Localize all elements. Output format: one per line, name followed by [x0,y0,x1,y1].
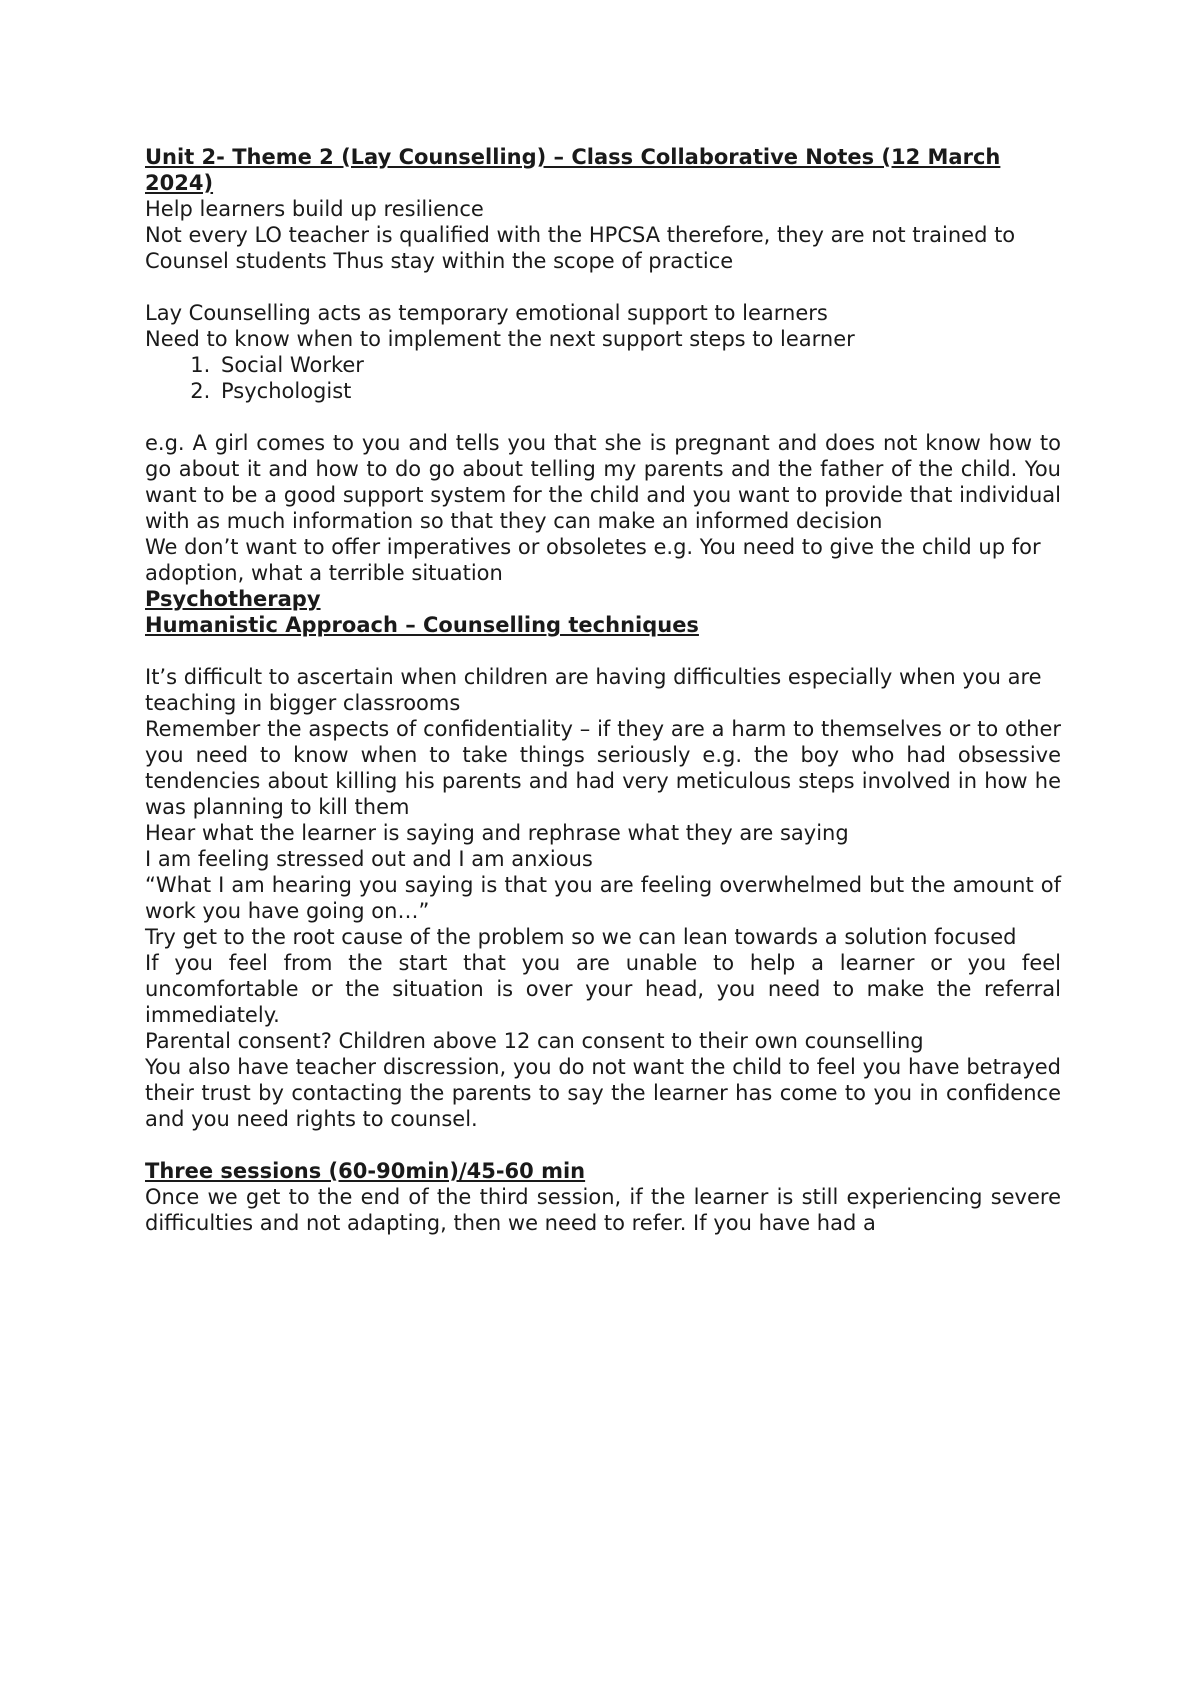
heading-humanistic: Humanistic Approach – Counselling techniques [145,613,699,637]
support-steps-list [145,352,1061,404]
document-title: Unit 2- Theme 2 (Lay Counselling) – Class Collaborative Notes (12 March 2024) [145,145,1001,195]
confidentiality-paragraph: Remember the aspects of confidentiality – if they are a harm to themselves or to other you need to know when to take things seriously e.g. the boy who had obsessive tendencies about killing his parents and had very meticulous steps involved in how he was planning to kill them [145,717,1061,819]
consent-line-2: You also have teacher discression, you do not want the child to feel you have betrayed their trust by contacting the parents to say the learner has come to you in confidence and you need rights to counsel. [145,1055,1061,1131]
referral-paragraph: If you feel from the start that you are unable to help a learner or you feel uncomfortable or the situation is over your head, you need to make the referral immediately. [145,951,1061,1027]
hear-paragraph: Hear what the learner is saying and rephrase what they are saying [145,821,849,845]
psychotherapy-headings [145,586,1061,638]
document-page [145,144,1061,1236]
consent-section [145,1028,1061,1132]
consent-line-1: Parental consent? Children above 12 can consent to their own counselling [145,1029,924,1053]
intro-line-1: Help learners build up resilience [145,197,484,221]
difficult-paragraph: It’s difficult to ascertain when children are having difficulties especially when you are teaching in bigger classrooms [145,665,1042,715]
sessions-paragraph: Once we get to the end of the third session, if the learner is still experiencing severe difficulties and not adapting, then we need to refer. If you have had a [145,1185,1061,1235]
imperatives-paragraph: We don’t want to offer imperatives or obsoletes e.g. You need to give the child up for adoption, what a terrible situation [145,535,1041,585]
list-item: 1. Social Worker [217,352,1061,378]
heading-sessions: Three sessions (60-90min)/45-60 min [145,1159,586,1183]
lay-line-1: Lay Counselling acts as temporary emotional support to learners [145,301,828,325]
stressed-paragraph: I am feeling stressed out and I am anxious [145,847,593,871]
example-paragraph: e.g. A girl comes to you and tells you that she is pregnant and does not know how to go about it and how to do go about telling my parents and the father of the child. You want to be a good support system for the child and you want to provide that individual with as much information so that they can make an informed decision [145,431,1061,533]
lay-line-2: Need to know when to implement the next support steps to learner [145,327,855,351]
quote-paragraph: “What I am hearing you saying is that you are feeling overwhelmed but the amount of work you have going on…” [145,873,1061,923]
root-cause-paragraph: Try get to the root cause of the problem so we can lean towards a solution focused [145,925,1017,949]
sessions-section [145,1158,1061,1236]
intro-section [145,196,1061,274]
heading-psychotherapy: Psychotherapy [145,587,321,611]
lay-counselling-section [145,300,1061,404]
intro-line-2: Not every LO teacher is qualified with the HPCSA therefore, they are not trained to Counsel students Thus stay within the scope of practice [145,223,1016,273]
list-item: 2. Psychologist [217,378,1061,404]
